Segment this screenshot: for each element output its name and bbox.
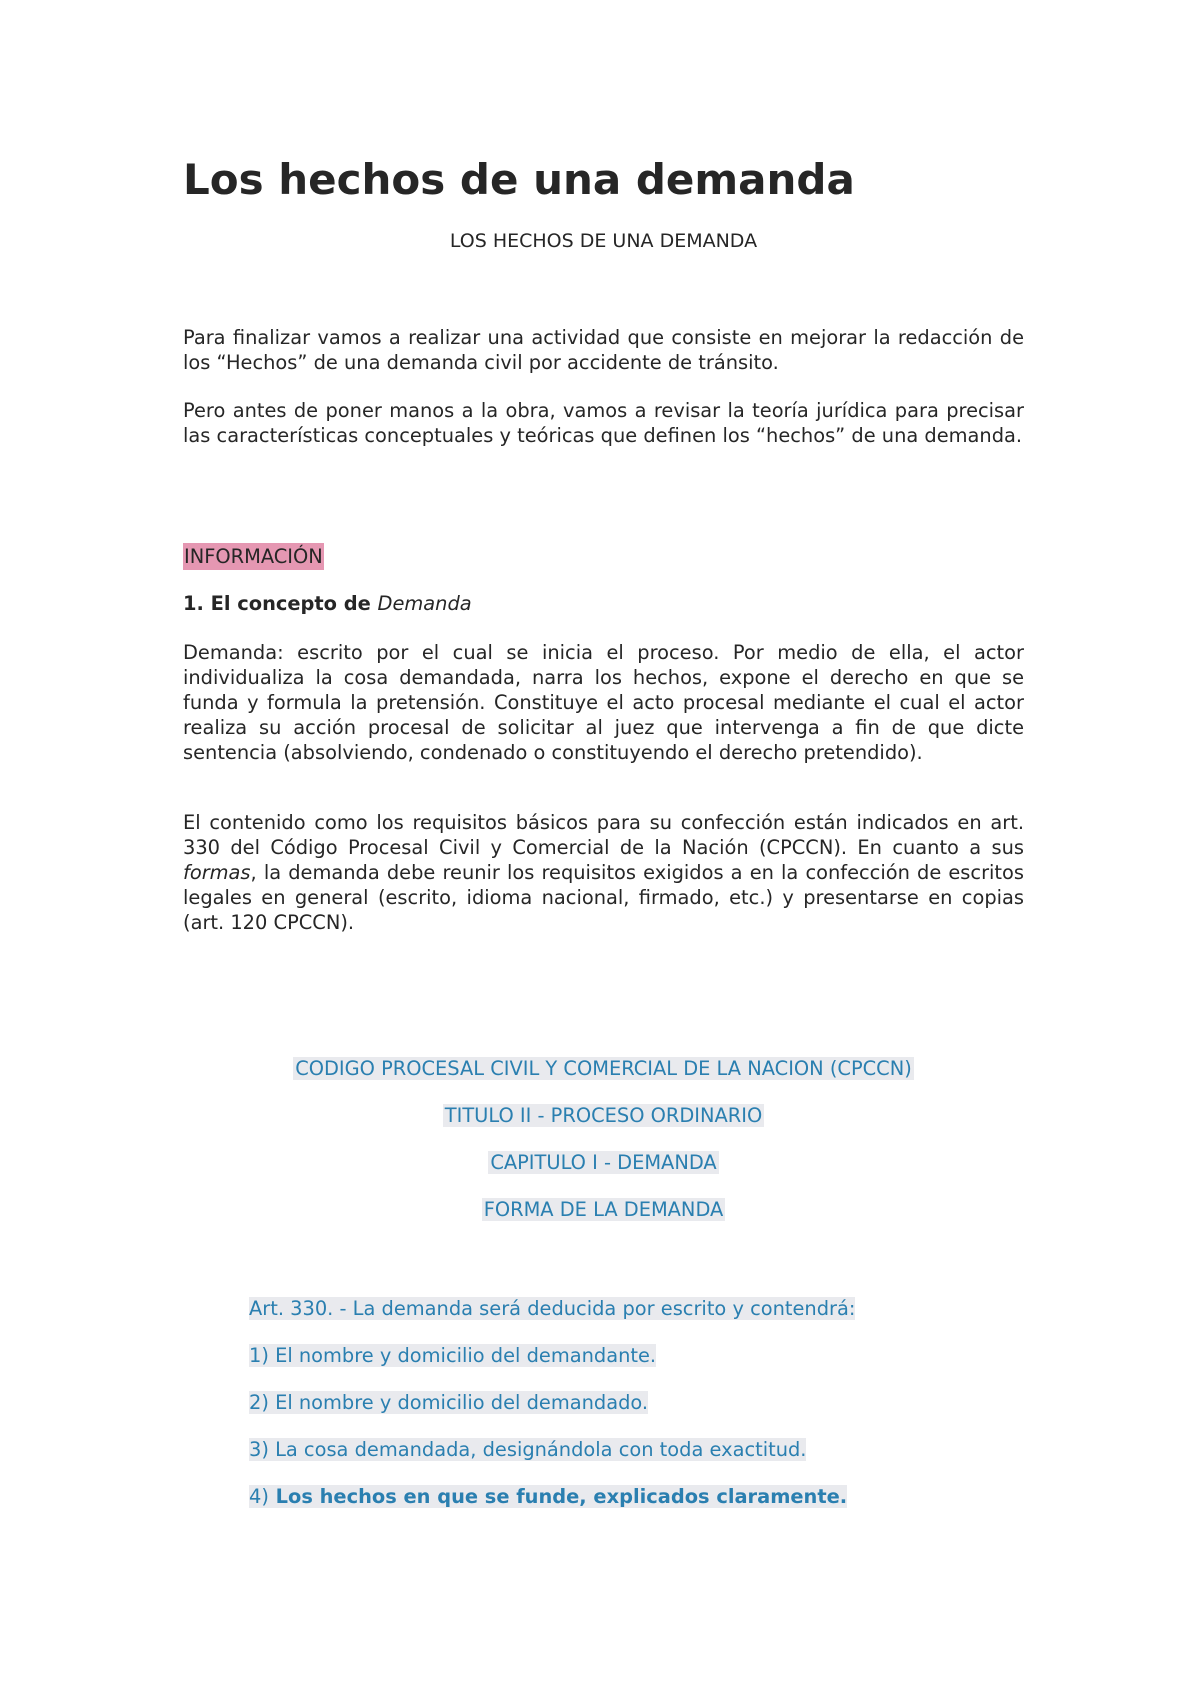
intro-paragraph-1: Para finalizar vamos a realizar una actividad que consiste en mejorar la redacción de los “Hechos” de una demanda civil por accidente de tránsito.	[183, 326, 1024, 374]
form-heading-text: FORMA DE LA DEMANDA	[483, 1198, 724, 1221]
article-item	[249, 1389, 648, 1416]
article-item-text-bold: Los hechos en que se funde, explicados claramente.	[268, 1485, 848, 1508]
document-subtitle: LOS HECHOS DE UNA DEMANDA	[449, 230, 758, 252]
info-label: INFORMACIÓN	[184, 545, 323, 568]
document-title: Los hechos de una demanda	[183, 155, 855, 204]
article-item-number: 2)	[249, 1391, 269, 1414]
article-intro-text: Art. 330. - La demanda será deducida por escrito y contendrá:	[249, 1297, 856, 1320]
content-paragraph-italic: formas	[183, 861, 251, 884]
article-item-text: El nombre y domicilio del demandante.	[268, 1344, 657, 1367]
article-item-number: 1)	[249, 1344, 269, 1367]
section-heading	[183, 590, 472, 617]
form-heading	[183, 1196, 1024, 1223]
definition-paragraph: Demanda: escrito por el cual se inicia el proceso. Por medio de ella, el actor individualiza la cosa demandada, narra los hechos, expone el derecho en que se funda y formula la pretensión. Constituye el acto procesal mediante el cual el actor realiza su acción procesal de solicitar al juez que intervenga a fin de que dicte sentencia (absolviendo, condenado o constituyendo el derecho pretendido).	[183, 641, 1024, 764]
content-paragraph-part1: El contenido como los requisitos básicos para su confección están indicados en art. 330 del Código Procesal Civil y Comercial de la Nación (CPCCN). En cuanto a sus	[183, 811, 1024, 859]
article-item-highlighted	[249, 1483, 847, 1510]
chapter-heading	[183, 1149, 1024, 1176]
article-item-number: 3)	[249, 1438, 269, 1461]
title-heading-text: TITULO II - PROCESO ORDINARIO	[444, 1104, 763, 1127]
chapter-heading-text: CAPITULO I - DEMANDA	[490, 1151, 717, 1174]
article-item-text: La cosa demandada, designándola con toda exactitud.	[268, 1438, 807, 1461]
title-heading	[183, 1102, 1024, 1129]
section-heading-term: Demanda	[377, 592, 472, 615]
article-item	[249, 1342, 656, 1369]
code-heading-text: CODIGO PROCESAL CIVIL Y COMERCIAL DE LA NACION (CPCCN)	[295, 1057, 912, 1080]
article-intro	[249, 1295, 855, 1322]
article-item-number: 4)	[249, 1485, 269, 1508]
article-item	[249, 1436, 806, 1463]
section-heading-prefix: 1. El concepto de	[183, 592, 378, 615]
code-heading	[183, 1055, 1024, 1082]
content-paragraph-part2: , la demanda debe reunir los requisitos exigidos a en la confección de escritos legales en general (escrito, idioma nacional, firmado, etc.) y presentarse en copias (art. 120 CPCCN).	[183, 861, 1024, 934]
article-item-text: El nombre y domicilio del demandado.	[268, 1391, 649, 1414]
content-paragraph	[183, 810, 1024, 935]
intro-paragraph-2: Pero antes de poner manos a la obra, vamos a revisar la teoría jurídica para precisar las características conceptuales y teóricas que definen los “hechos” de una demanda.	[183, 399, 1024, 447]
